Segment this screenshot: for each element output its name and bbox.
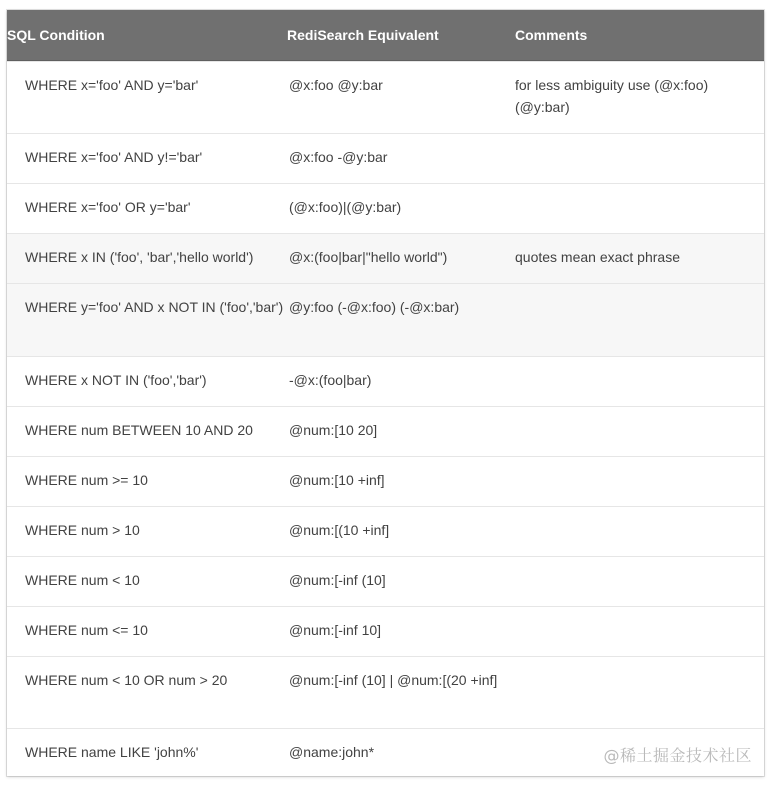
redisearch-cell: @x:foo -@y:bar	[289, 149, 388, 165]
redisearch-cell: (@x:foo)|(@y:bar)	[289, 199, 402, 215]
sql-condition-cell: WHERE num BETWEEN 10 AND 20	[25, 422, 253, 438]
redisearch-cell: @num:[(10 +inf]	[289, 522, 390, 538]
comment-cell	[515, 557, 764, 606]
redisearch-cell: @num:[10 20]	[289, 422, 378, 438]
comment-cell: quotes mean exact phrase	[515, 249, 680, 265]
table-row	[7, 283, 764, 356]
table-row	[7, 656, 764, 728]
table-row	[7, 506, 764, 556]
sql-redisearch-table	[7, 10, 764, 776]
sql-condition-cell: WHERE num < 10	[25, 572, 140, 588]
table-row	[7, 133, 764, 183]
table-row	[7, 356, 764, 406]
comment-cell	[515, 507, 764, 556]
table-row	[7, 406, 764, 456]
comment-cell	[515, 134, 764, 183]
comment-cell	[515, 184, 764, 233]
table-header	[7, 10, 764, 61]
redisearch-cell: @x:(foo|bar|"hello world")	[289, 249, 448, 265]
table-row	[7, 183, 764, 233]
redisearch-cell: -@x:(foo|bar)	[289, 372, 372, 388]
comment-cell	[515, 284, 764, 356]
redisearch-cell: @num:[-inf 10]	[289, 622, 382, 638]
sql-condition-cell: WHERE num >= 10	[25, 472, 148, 488]
header-sql-condition: SQL Condition	[7, 27, 105, 43]
redisearch-cell: @y:foo (-@x:foo) (-@x:bar)	[289, 299, 460, 315]
sql-condition-cell: WHERE y='foo' AND x NOT IN ('foo','bar')	[25, 299, 284, 315]
comment-cell	[515, 657, 764, 728]
table-row	[7, 606, 764, 656]
table-row	[7, 61, 764, 133]
sql-condition-cell: WHERE x='foo' AND y!='bar'	[25, 149, 203, 165]
header-comments: Comments	[515, 27, 588, 43]
redisearch-cell: @x:foo @y:bar	[289, 77, 383, 93]
sql-condition-cell: WHERE x='foo' AND y='bar'	[25, 77, 199, 93]
comment-cell	[515, 407, 764, 456]
header-redisearch-equivalent: RediSearch Equivalent	[287, 27, 439, 43]
table-row	[7, 233, 764, 283]
watermark: @稀土掘金技术社区	[603, 746, 752, 765]
comment-cell	[515, 607, 764, 656]
sql-condition-cell: WHERE num < 10 OR num > 20	[25, 672, 228, 688]
sql-condition-cell: WHERE x='foo' OR y='bar'	[25, 199, 191, 215]
sql-condition-cell: WHERE x IN ('foo', 'bar','hello world')	[25, 249, 254, 265]
table-row	[7, 456, 764, 506]
redisearch-cell: @num:[10 +inf]	[289, 472, 385, 488]
sql-condition-cell: WHERE x NOT IN ('foo','bar')	[25, 372, 207, 388]
redisearch-cell: @num:[-inf (10]	[289, 572, 386, 588]
sql-condition-cell: WHERE name LIKE 'john%'	[25, 744, 199, 760]
redisearch-cell: @name:john*	[289, 744, 375, 760]
sql-condition-cell: WHERE num > 10	[25, 522, 140, 538]
sql-condition-cell: WHERE num <= 10	[25, 622, 148, 638]
comment-cell	[515, 357, 764, 406]
redisearch-cell: @num:[-inf (10] | @num:[(20 +inf]	[289, 672, 498, 688]
comment-cell: for less ambiguity use (@x:foo) (@y:bar)	[515, 77, 709, 115]
table-row	[7, 556, 764, 606]
comment-cell	[515, 457, 764, 506]
